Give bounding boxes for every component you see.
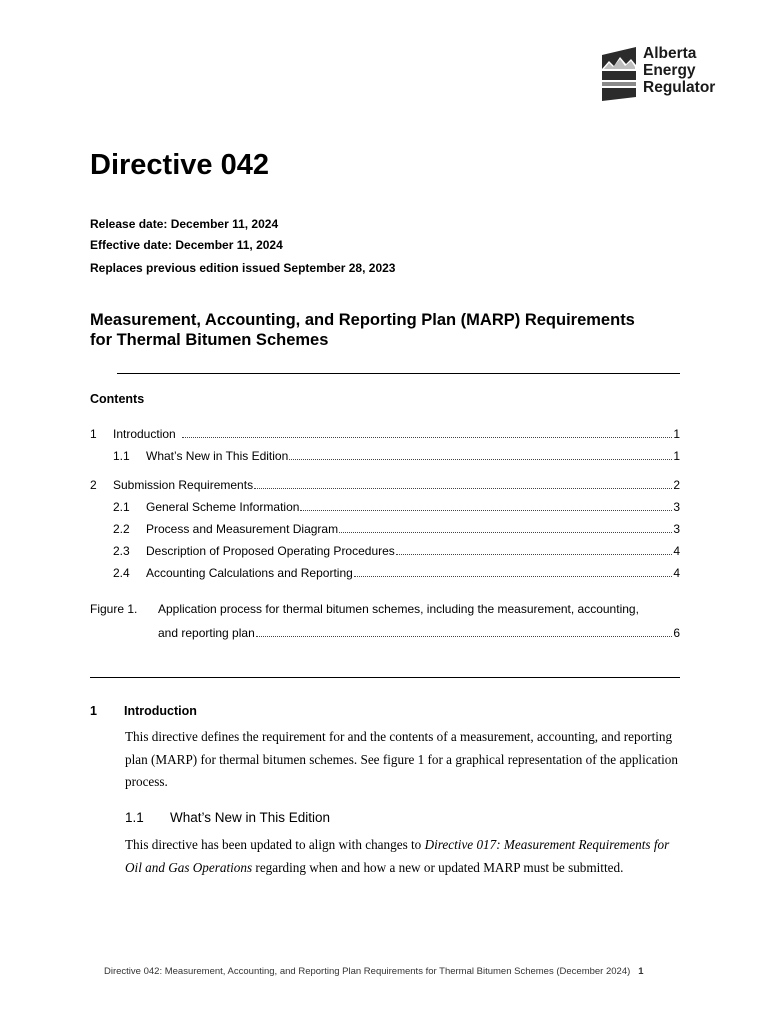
aer-logo: [602, 47, 732, 103]
page-footer: [104, 966, 644, 978]
toc-number: 2: [90, 478, 97, 492]
divider: [117, 373, 680, 374]
replaces-edition: Replaces previous edition issued September 28, 2023: [90, 261, 396, 275]
toc-number: 2.1: [113, 500, 130, 514]
page-number: 1: [638, 966, 644, 977]
footer-text: Directive 042: Measurement, Accounting, and Reporting Plan Requirements for Thermal Bitumen Schemes (December 2024): [104, 966, 631, 977]
directive-017-reference[interactable]: Directive 017: Measurement Requirements for Oil and Gas Operations: [125, 837, 670, 875]
toc-leader: [396, 543, 673, 555]
subtitle-line-1: Measurement, Accounting, and Reporting Plan (MARP) Requirements: [90, 311, 635, 329]
toc-page: 6: [673, 626, 680, 640]
contents-heading: Contents: [90, 392, 145, 406]
mountain-emblem-icon: [602, 47, 638, 101]
logo-wordmark: [643, 45, 715, 96]
toc-leader: [289, 448, 672, 460]
toc-label: Process and Measurement Diagram: [146, 522, 339, 536]
subtitle-line-2: for Thermal Bitumen Schemes: [90, 331, 329, 349]
toc-entry[interactable]: [90, 499, 680, 515]
toc-leader: [256, 625, 673, 637]
toc-page: 1: [673, 427, 680, 441]
section-number: 1.1: [125, 810, 144, 825]
section-1-paragraph: This directive defines the requirement for and the contents of a measurement, accounting, and reporting plan (MARP) for thermal bitumen schemes. See figure 1 for a graphical representation of the application process.: [125, 729, 678, 789]
toc-label: General Scheme Information: [146, 500, 300, 514]
toc-number: 2.4: [113, 566, 130, 580]
logo-line-2: Energy: [643, 62, 696, 79]
toc-label: What’s New in This Edition: [146, 449, 289, 463]
toc-number: 1.1: [113, 449, 130, 463]
toc-entry[interactable]: [90, 426, 680, 442]
toc-label: Submission Requirements: [113, 478, 254, 492]
effective-date: Effective date: December 11, 2024: [90, 238, 283, 252]
figure-list-entry-continued[interactable]: [90, 625, 680, 641]
toc-entry[interactable]: [90, 521, 680, 537]
toc-entry[interactable]: [90, 565, 680, 581]
section-title: Introduction: [124, 704, 197, 718]
section-number: 1: [90, 704, 97, 718]
toc-label: Accounting Calculations and Reporting: [146, 566, 353, 580]
toc-leader: [254, 477, 672, 489]
toc-page: 3: [673, 522, 680, 536]
toc-leader: [182, 426, 673, 438]
toc-leader: [339, 521, 672, 533]
toc-number: 2.3: [113, 544, 130, 558]
toc-page: 2: [673, 478, 680, 492]
section-title: What’s New in This Edition: [170, 810, 331, 825]
logo-line-1: Alberta: [643, 45, 697, 62]
section-1-heading: [90, 704, 197, 718]
section-1-1-paragraph: [125, 834, 680, 879]
toc-entry[interactable]: [90, 543, 680, 559]
figure-list-entry[interactable]: [90, 601, 680, 617]
figure-number: Figure 1.: [90, 602, 138, 616]
toc-page: 1: [673, 449, 680, 463]
section-1-1-heading: [125, 810, 330, 826]
toc-leader: [300, 499, 672, 511]
paragraph-text: regarding when and how a new or updated MARP must be submitted.: [252, 859, 624, 875]
divider: [90, 677, 680, 678]
toc-entry[interactable]: [90, 477, 680, 493]
toc-label: Description of Proposed Operating Procedures: [146, 544, 395, 558]
logo-line-3: Regulator: [643, 79, 716, 96]
toc-page: 4: [673, 566, 680, 580]
toc-page: 3: [673, 500, 680, 514]
figure-caption-line-1: Application process for thermal bitumen schemes, including the measurement, accounting,: [158, 602, 639, 616]
toc-label: Introduction: [113, 427, 176, 441]
toc-number: 1: [90, 427, 97, 441]
toc-page: 4: [673, 544, 680, 558]
figure-caption-line-2: and reporting plan: [158, 626, 255, 640]
toc-entry[interactable]: [90, 448, 680, 464]
paragraph-text: This directive has been updated to align with changes to: [125, 837, 425, 852]
document-subtitle: [90, 310, 690, 350]
page-title: Directive 042: [90, 149, 269, 181]
toc-number: 2.2: [113, 522, 130, 536]
release-date: Release date: December 11, 2024: [90, 217, 279, 231]
toc-leader: [354, 565, 673, 577]
